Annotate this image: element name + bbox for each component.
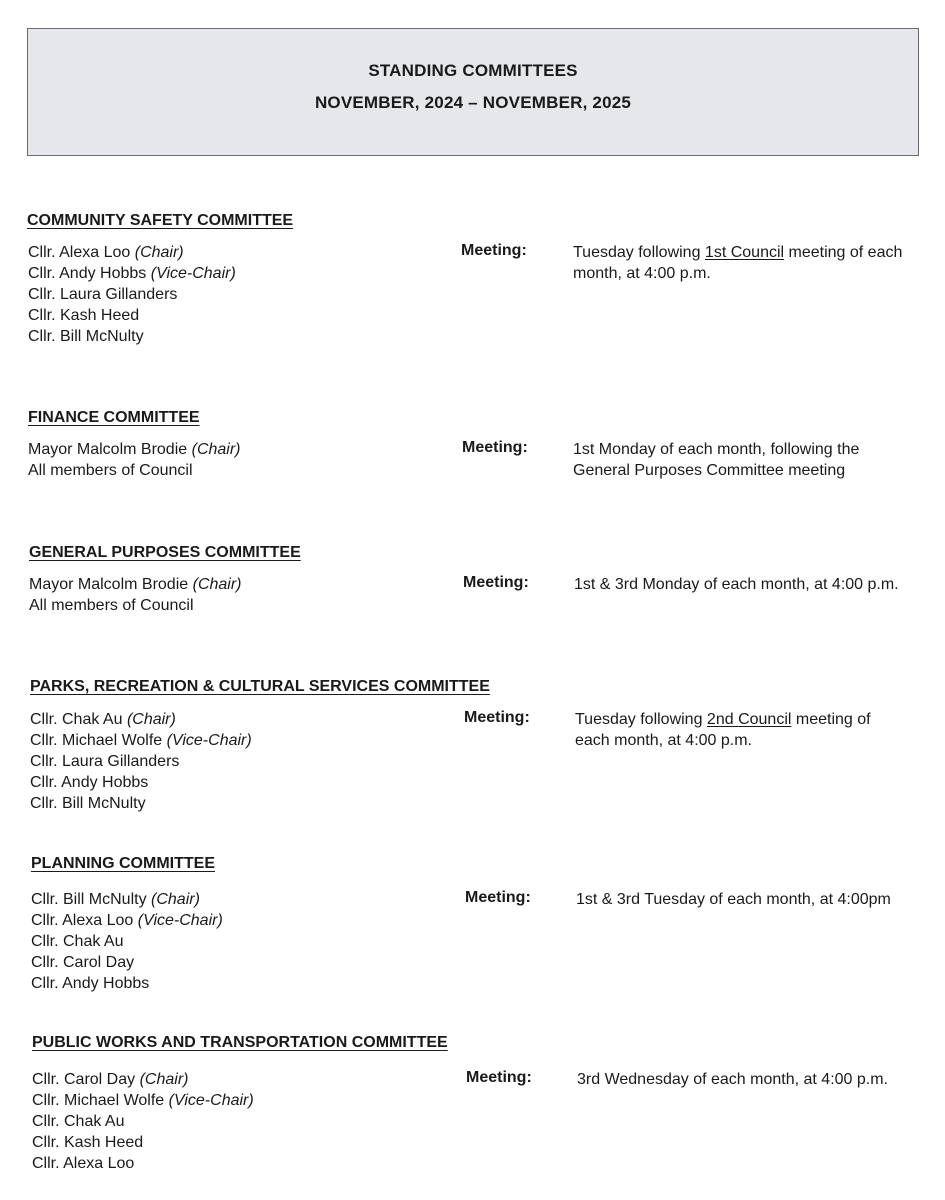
member-role: (Vice-Chair) bbox=[166, 732, 252, 749]
member-name: All members of Council bbox=[28, 462, 193, 479]
meeting-label: Meeting: bbox=[466, 1069, 532, 1086]
meeting-label: Meeting: bbox=[461, 242, 527, 259]
member-name: Cllr. Alexa Loo bbox=[32, 1155, 135, 1172]
member-name: Cllr. Chak Au bbox=[30, 711, 127, 728]
header-box bbox=[27, 28, 919, 156]
meeting-schedule bbox=[575, 709, 905, 751]
member-name: All members of Council bbox=[29, 597, 194, 614]
meeting-schedule-text: Tuesday following bbox=[573, 244, 705, 261]
member-item bbox=[32, 1090, 254, 1111]
member-item bbox=[29, 595, 242, 616]
member-role: (Chair) bbox=[192, 576, 242, 593]
committee-name: PUBLIC WORKS AND TRANSPORTATION COMMITTEE bbox=[32, 1034, 448, 1051]
meeting-label: Meeting: bbox=[465, 889, 531, 906]
member-name: Cllr. Andy Hobbs bbox=[30, 774, 149, 791]
member-list bbox=[32, 1069, 254, 1174]
page-period: NOVEMBER, 2024 – NOVEMBER, 2025 bbox=[314, 93, 632, 112]
member-item bbox=[32, 1111, 254, 1132]
member-name: Mayor Malcolm Brodie bbox=[28, 441, 192, 458]
meeting-schedule bbox=[577, 1069, 907, 1090]
member-name: Cllr. Chak Au bbox=[32, 1113, 125, 1130]
member-name: Cllr. Bill McNulty bbox=[30, 795, 146, 812]
meeting-schedule-text-end: meeting of each month, at 4:00 p.m. bbox=[575, 711, 871, 749]
member-name: Cllr. Laura Gillanders bbox=[28, 286, 178, 303]
council-meeting-ref: 2nd Council bbox=[706, 711, 792, 728]
member-item bbox=[28, 460, 241, 481]
council-meeting-ref: 1st Council bbox=[704, 244, 785, 261]
member-name: Cllr. Michael Wolfe bbox=[30, 732, 167, 749]
member-item bbox=[30, 793, 252, 814]
member-item bbox=[30, 730, 252, 751]
member-list bbox=[29, 574, 242, 616]
meeting-schedule bbox=[573, 439, 903, 481]
meeting-schedule-text: 3rd Wednesday of each month, at 4:00 p.m. bbox=[577, 1071, 888, 1088]
member-role: (Chair) bbox=[139, 1071, 189, 1088]
member-name: Cllr. Andy Hobbs bbox=[31, 975, 150, 992]
member-item bbox=[28, 263, 236, 284]
member-item bbox=[28, 305, 236, 326]
member-name: Cllr. Kash Heed bbox=[32, 1134, 144, 1151]
member-role: (Vice-Chair) bbox=[150, 265, 236, 282]
committee-name: COMMUNITY SAFETY COMMITTEE bbox=[27, 212, 294, 229]
member-list bbox=[30, 709, 252, 814]
member-item bbox=[32, 1153, 254, 1174]
committee-name: PARKS, RECREATION & CULTURAL SERVICES COMMITTEE bbox=[30, 678, 490, 695]
member-item bbox=[31, 952, 223, 973]
member-list bbox=[31, 889, 223, 994]
member-role: (Vice-Chair) bbox=[137, 912, 223, 929]
member-name: Cllr. Carol Day bbox=[31, 954, 135, 971]
meeting-schedule bbox=[574, 574, 904, 595]
meeting-schedule-text: Tuesday following bbox=[575, 711, 707, 728]
committee-name: GENERAL PURPOSES COMMITTEE bbox=[29, 544, 301, 561]
meeting-schedule bbox=[573, 242, 903, 284]
member-list bbox=[28, 242, 236, 347]
member-item bbox=[31, 910, 223, 931]
member-item bbox=[32, 1069, 254, 1090]
member-item bbox=[30, 751, 252, 772]
page-title: STANDING COMMITTEES bbox=[368, 61, 578, 80]
member-name: Cllr. Kash Heed bbox=[28, 307, 140, 324]
meeting-schedule-text: 1st & 3rd Monday of each month, at 4:00 p.m. bbox=[574, 576, 899, 593]
member-name: Cllr. Laura Gillanders bbox=[30, 753, 180, 770]
member-role: (Chair) bbox=[151, 891, 200, 908]
member-name: Cllr. Michael Wolfe bbox=[32, 1092, 169, 1109]
member-name: Cllr. Bill McNulty bbox=[28, 328, 144, 345]
meeting-schedule-text: 1st & 3rd Tuesday of each month, at 4:00pm bbox=[576, 891, 891, 908]
member-role: (Vice-Chair) bbox=[168, 1092, 254, 1109]
member-item bbox=[28, 326, 236, 347]
member-item bbox=[30, 709, 252, 730]
member-name: Cllr. Alexa Loo bbox=[31, 912, 138, 929]
committee-name: PLANNING COMMITTEE bbox=[31, 855, 215, 872]
meeting-label: Meeting: bbox=[464, 709, 530, 726]
member-role: (Chair) bbox=[134, 244, 184, 261]
member-item bbox=[31, 889, 223, 910]
member-name: Cllr. Chak Au bbox=[31, 933, 124, 950]
member-name: Cllr. Alexa Loo bbox=[28, 244, 135, 261]
member-item bbox=[28, 439, 241, 460]
member-item bbox=[31, 931, 223, 952]
member-name: Cllr. Carol Day bbox=[32, 1071, 140, 1088]
meeting-schedule bbox=[576, 889, 906, 910]
member-name: Cllr. Andy Hobbs bbox=[28, 265, 151, 282]
meeting-schedule-text-end: meeting of each month, at 4:00 p.m. bbox=[573, 244, 903, 282]
member-list bbox=[28, 439, 241, 481]
member-name: Cllr. Bill McNulty bbox=[31, 891, 152, 908]
member-item bbox=[28, 242, 236, 263]
meeting-label: Meeting: bbox=[462, 439, 528, 456]
member-item bbox=[28, 284, 236, 305]
member-role: (Chair) bbox=[191, 441, 241, 458]
member-item bbox=[29, 574, 242, 595]
member-name: Mayor Malcolm Brodie bbox=[29, 576, 193, 593]
committee-name: FINANCE COMMITTEE bbox=[28, 409, 200, 426]
meeting-schedule-text: 1st Monday of each month, following the General Purposes Committee meeting bbox=[573, 441, 860, 479]
member-item bbox=[31, 973, 223, 994]
meeting-label: Meeting: bbox=[463, 574, 529, 591]
member-role: (Chair) bbox=[126, 711, 176, 728]
member-item bbox=[30, 772, 252, 793]
member-item bbox=[32, 1132, 254, 1153]
